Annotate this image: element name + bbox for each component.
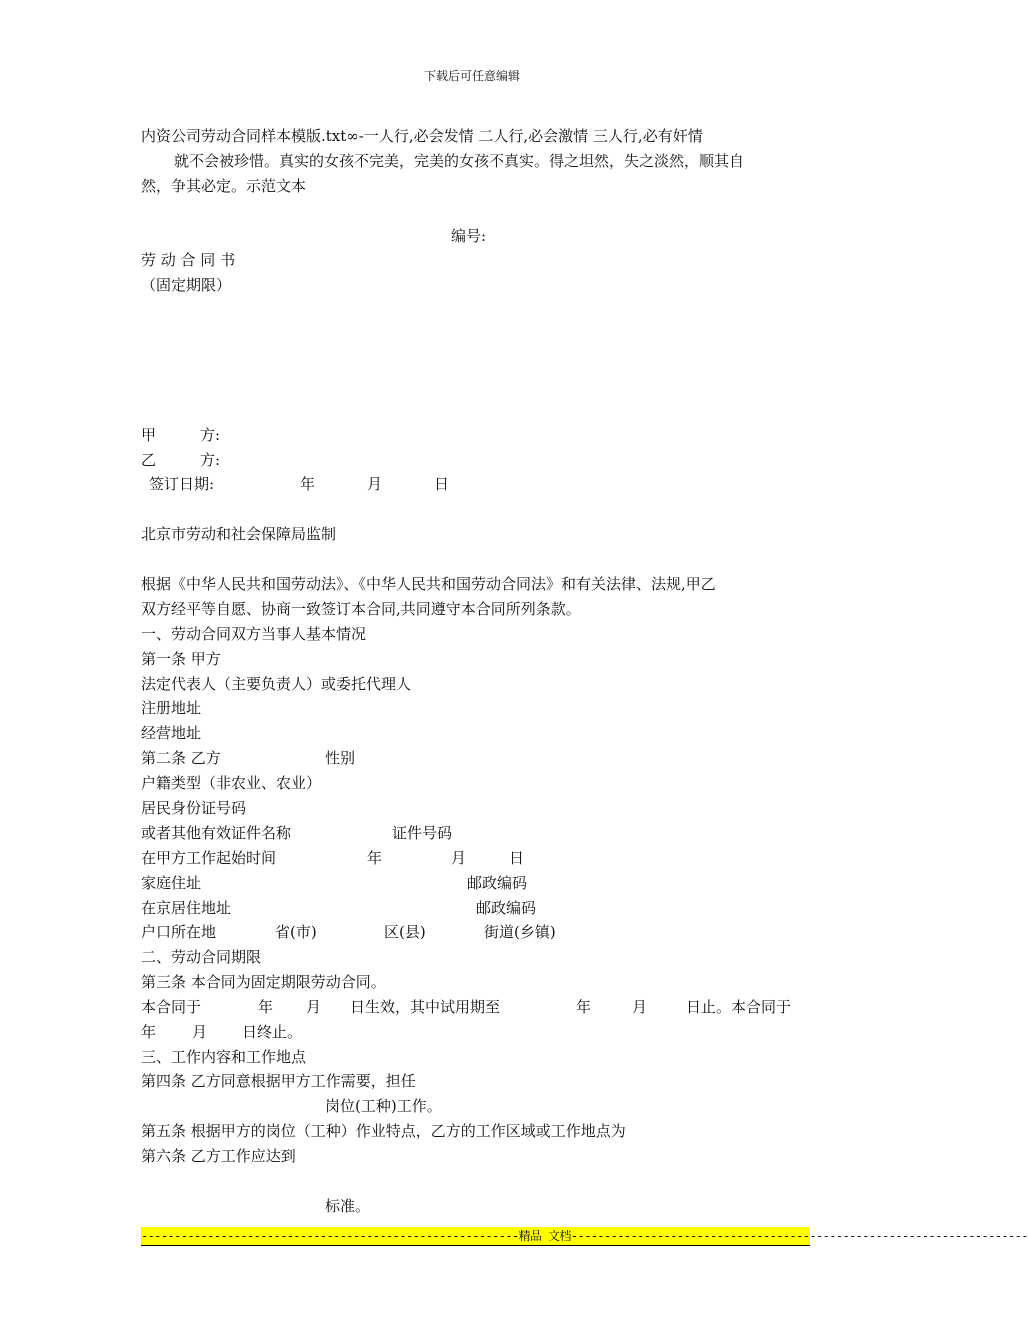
end-year: 年 xyxy=(141,1023,157,1041)
street-label: 街道(乡镇) xyxy=(484,923,556,941)
home-postcode: 邮政编码 xyxy=(467,874,528,892)
preamble-line-1: 根据《中华人民共和国劳动法》、《中华人民共和国劳动合同法》和有关法律、法规,甲乙 xyxy=(141,575,716,593)
sign-date-year: 年 xyxy=(300,475,316,493)
intro-line-3: 然，争其必定。示范文本 xyxy=(141,177,307,195)
section-1-heading: 一、劳动合同双方当事人基本情况 xyxy=(141,625,367,643)
term-year: 年 xyxy=(258,998,274,1016)
start-year: 年 xyxy=(367,849,383,867)
other-certificate: 或者其他有效证件名称 xyxy=(141,824,292,842)
article-5: 第五条 根据甲方的岗位（工种）作业特点，乙方的工作区域或工作地点为 xyxy=(141,1122,626,1140)
hukou-type: 户籍类型（非农业、农业） xyxy=(141,774,322,792)
footer-text: ---------------------------------------------------------精品 文档--------------------------------------------------------------------- xyxy=(141,1229,1028,1243)
probation-month: 月 xyxy=(632,998,648,1016)
party-a-suffix: 方: xyxy=(200,426,221,444)
section-3-heading: 三、工作内容和工作地点 xyxy=(141,1048,307,1066)
standard-label: 标准。 xyxy=(325,1197,371,1215)
home-address: 家庭住址 xyxy=(141,874,202,892)
start-month: 月 xyxy=(451,849,467,867)
sign-date-month: 月 xyxy=(367,475,383,493)
party-b-suffix: 方: xyxy=(200,451,221,469)
header-note: 下载后可任意编辑 xyxy=(424,69,521,83)
province-label: 省(市) xyxy=(275,923,317,941)
end-month: 月 xyxy=(192,1023,208,1041)
certificate-number: 证件号码 xyxy=(392,824,453,842)
contract-title: 劳 动 合 同 书 xyxy=(141,251,236,269)
preamble-line-2: 双方经平等自愿、协商一致签订本合同,共同遵守本合同所列条款。 xyxy=(141,600,581,618)
supervisor-line: 北京市劳动和社会保障局监制 xyxy=(141,525,337,543)
start-day: 日 xyxy=(509,849,525,867)
sign-date-day: 日 xyxy=(434,475,450,493)
party-a-label: 甲 xyxy=(141,426,157,444)
term-month: 月 xyxy=(306,998,322,1016)
article-6: 第六条 乙方工作应达到 xyxy=(141,1147,296,1165)
hukou-location: 户口所在地 xyxy=(141,923,217,941)
term-start: 本合同于 xyxy=(141,998,202,1016)
beijing-address: 在京居住地址 xyxy=(141,899,232,917)
section-2-heading: 二、劳动合同期限 xyxy=(141,948,262,966)
contract-subtitle: （固定期限） xyxy=(141,276,232,294)
article-1: 第一条 甲方 xyxy=(141,650,221,668)
district-label: 区(县) xyxy=(384,923,426,941)
registered-address: 注册地址 xyxy=(141,699,202,717)
article-4: 第四条 乙方同意根据甲方工作需要，担任 xyxy=(141,1072,416,1090)
post-label: 岗位(工种)工作。 xyxy=(325,1097,442,1115)
party-b-label: 乙 xyxy=(141,451,157,469)
probation-end: 日止。本合同于 xyxy=(686,998,792,1016)
intro-line-1: 内资公司劳动合同样本模版.txt∞-一人行,必会发情 二人行,必会激情 三人行,必有奸情 xyxy=(141,127,703,145)
term-effective: 日生效，其中试用期至 xyxy=(350,998,501,1016)
probation-year: 年 xyxy=(576,998,592,1016)
footer-bar xyxy=(141,1227,1028,1246)
article-3: 第三条 本合同为固定期限劳动合同。 xyxy=(141,973,386,991)
legal-representative: 法定代表人（主要负责人）或委托代理人 xyxy=(141,675,412,693)
business-address: 经营地址 xyxy=(141,724,202,742)
beijing-postcode: 邮政编码 xyxy=(476,899,537,917)
start-time-label: 在甲方工作起始时间 xyxy=(141,849,277,867)
sign-date-label: 签订日期: xyxy=(149,475,215,493)
gender-label: 性别 xyxy=(325,749,356,767)
article-2: 第二条 乙方 xyxy=(141,749,221,767)
intro-line-2: 就不会被珍惜。真实的女孩不完美，完美的女孩不真实。得之坦然，失之淡然，顺其自 xyxy=(174,152,745,170)
id-number: 居民身份证号码 xyxy=(141,799,247,817)
contract-number-label: 编号: xyxy=(451,227,487,245)
term-final: 日终止。 xyxy=(242,1023,303,1041)
